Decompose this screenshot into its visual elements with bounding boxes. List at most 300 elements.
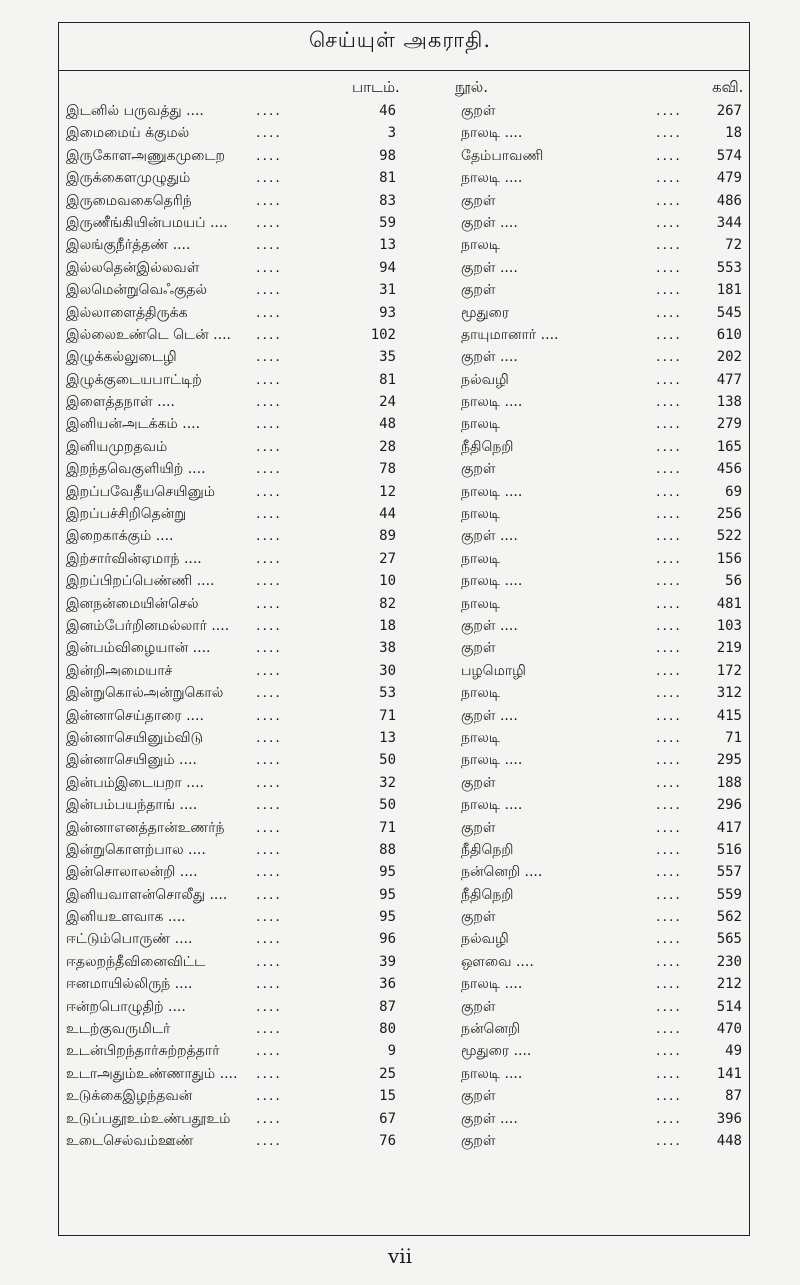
leader-dots: ....: [256, 371, 282, 388]
first-line-text: இனியவாளன்சொலீது ....: [66, 886, 228, 903]
pattam-number: 18: [379, 617, 396, 634]
table-row: [66, 772, 742, 794]
table-row: [66, 928, 742, 950]
kavi-number: 256: [716, 506, 742, 523]
first-line-text: இனம்பேர்றினமல்லார் ....: [66, 617, 230, 634]
leader-dots: ....: [656, 147, 682, 164]
first-line-text: இமைமைய் க்குமல்: [66, 125, 190, 142]
source-text: நாலடி: [461, 550, 501, 567]
leader-dots: ....: [256, 819, 282, 836]
leader-dots: ....: [656, 170, 682, 187]
first-line-text: இனநன்மையின்செல்: [66, 595, 199, 612]
pattam-number: 13: [379, 729, 396, 746]
table-row: [66, 906, 742, 928]
leader-dots: ....: [656, 259, 682, 276]
leader-dots: ....: [256, 953, 282, 970]
table-row: [66, 593, 742, 615]
leader-dots: ....: [256, 595, 282, 612]
leader-dots: ....: [256, 550, 282, 567]
leader-dots: ....: [256, 304, 282, 321]
first-line-text: இன்பம்பயந்தாங் ....: [66, 797, 198, 814]
leader-dots: ....: [256, 438, 282, 455]
first-line-text: இலமென்றுவெஃகுதல்: [66, 282, 208, 299]
pattam-number: 71: [379, 707, 396, 724]
leader-dots: ....: [256, 483, 282, 500]
table-row: [66, 481, 742, 503]
table-row: [66, 1018, 742, 1040]
source-text: நாலடி ....: [461, 752, 523, 769]
pattam-number: 3: [387, 125, 396, 142]
pattam-number: 93: [379, 304, 396, 321]
first-line-text: இளைத்தநாள் ....: [66, 394, 175, 411]
source-text: நாலடி: [461, 416, 501, 433]
kavi-number: 516: [716, 841, 742, 858]
table-row: [66, 749, 742, 771]
pattam-number: 98: [379, 147, 396, 164]
source-text: நாலடி ....: [461, 976, 523, 993]
leader-dots: ....: [656, 662, 682, 679]
kavi-number: 172: [716, 662, 742, 679]
first-line-text: இல்லதென்இல்லவள்: [66, 259, 200, 276]
first-line-text: இறந்தவெகுளியிற் ....: [66, 461, 206, 478]
column-header-pattam: பாடம்.: [352, 78, 400, 96]
first-line-text: இன்னாசெயினும்விடு: [66, 729, 204, 746]
first-line-text: இருமைவகைதெரிந்: [66, 192, 192, 209]
leader-dots: ....: [256, 729, 282, 746]
leader-dots: ....: [256, 214, 282, 231]
first-line-text: இல்லைஉண்டெ டென் ....: [66, 326, 231, 343]
first-line-text: இன்பம்இடையறா ....: [66, 774, 204, 791]
pattam-number: 12: [379, 483, 396, 500]
first-line-text: ஈன்றபொழுதிற் ....: [66, 998, 186, 1015]
kavi-number: 165: [716, 438, 742, 455]
kavi-number: 72: [725, 237, 742, 254]
source-text: குறள்: [461, 103, 496, 119]
leader-dots: ....: [656, 214, 682, 231]
first-line-text: இற்சார்வின்ஏமாந் ....: [66, 550, 202, 567]
source-text: நாலடி ....: [461, 573, 523, 590]
leader-dots: ....: [656, 707, 682, 724]
leader-dots: ....: [256, 797, 282, 814]
pattam-number: 32: [379, 774, 396, 791]
kavi-number: 103: [716, 617, 742, 634]
column-header-naal: நூல்.: [455, 78, 488, 96]
source-text: நாலடி: [461, 685, 501, 702]
source-text: நாலடி ....: [461, 125, 523, 142]
leader-dots: ....: [656, 416, 682, 433]
leader-dots: ....: [656, 1088, 682, 1105]
source-text: நாலடி: [461, 237, 501, 254]
table-row: [66, 839, 742, 861]
first-line-text: இழுக்குடையபாட்டிற்: [66, 371, 202, 388]
kavi-number: 562: [716, 909, 742, 926]
leader-dots: ....: [256, 326, 282, 343]
source-text: குறள்: [461, 640, 496, 657]
source-text: தேம்பாவணி: [461, 147, 544, 164]
column-header-kavi: கவி.: [712, 78, 744, 96]
leader-dots: ....: [656, 438, 682, 455]
leader-dots: ....: [656, 461, 682, 478]
kavi-number: 557: [716, 864, 742, 881]
pattam-number: 78: [379, 461, 396, 478]
source-text: குறள்: [461, 774, 496, 791]
source-text: நாலடி: [461, 506, 501, 523]
first-line-text: உடன்பிறந்தார்சுற்றத்தார்: [66, 1043, 220, 1060]
pattam-number: 95: [379, 886, 396, 903]
pattam-number: 59: [379, 214, 396, 231]
leader-dots: ....: [256, 170, 282, 187]
first-line-text: இனியஉளவாக ....: [66, 909, 186, 926]
leader-dots: ....: [656, 550, 682, 567]
first-line-text: இன்பம்விழையான் ....: [66, 640, 211, 657]
source-text: நல்வழி: [461, 371, 509, 388]
first-line-text: உடுக்கைஇழந்தவன்: [66, 1088, 193, 1105]
first-line-text: இருகோளஅணுகமுடைற: [66, 147, 226, 164]
leader-dots: ....: [256, 103, 282, 119]
leader-dots: ....: [256, 707, 282, 724]
pattam-number: 48: [379, 416, 396, 433]
pattam-number: 35: [379, 349, 396, 366]
source-text: நன்னெறி ....: [461, 864, 543, 881]
table-row: [66, 1108, 742, 1130]
first-line-text: இறப்பவேதீயசெயினும்: [66, 483, 215, 500]
first-line-text: இடனில் பருவத்து ....: [66, 103, 204, 119]
leader-dots: ....: [656, 685, 682, 702]
table-row: [66, 257, 742, 279]
source-text: ஔவை ....: [461, 953, 534, 970]
table-row: [66, 324, 742, 346]
kavi-number: 87: [725, 1088, 742, 1105]
leader-dots: ....: [656, 528, 682, 545]
pattam-number: 25: [379, 1065, 396, 1082]
leader-dots: ....: [656, 1065, 682, 1082]
source-text: குறள் ....: [461, 528, 518, 545]
first-line-text: இனியமுறதவம்: [66, 438, 168, 455]
leader-dots: ....: [256, 125, 282, 142]
table-row: [66, 436, 742, 458]
leader-dots: ....: [256, 640, 282, 657]
kavi-number: 396: [716, 1110, 742, 1127]
source-text: நாலடி: [461, 595, 501, 612]
table-row: [66, 727, 742, 749]
source-text: குறள் ....: [461, 617, 518, 634]
table-row: [66, 279, 742, 301]
table-row: [66, 637, 742, 659]
pattam-number: 81: [379, 371, 396, 388]
source-text: தாயுமானார் ....: [461, 326, 559, 343]
source-text: குறள் ....: [461, 1110, 518, 1127]
kavi-number: 565: [716, 931, 742, 948]
table-row: [66, 951, 742, 973]
leader-dots: ....: [256, 1065, 282, 1082]
source-text: நாலடி ....: [461, 394, 523, 411]
table-row: [66, 682, 742, 704]
leader-dots: ....: [256, 886, 282, 903]
table-row: [66, 100, 742, 122]
kavi-number: 574: [716, 147, 742, 164]
pattam-number: 50: [379, 752, 396, 769]
leader-dots: ....: [656, 864, 682, 881]
first-line-text: இறைகாக்கும் ....: [66, 528, 174, 545]
kavi-number: 267: [716, 103, 742, 119]
kavi-number: 553: [716, 259, 742, 276]
leader-dots: ....: [256, 461, 282, 478]
pattam-number: 15: [379, 1088, 396, 1105]
source-text: நாலடி: [461, 729, 501, 746]
kavi-number: 610: [716, 326, 742, 343]
kavi-number: 344: [716, 214, 742, 231]
leader-dots: ....: [656, 886, 682, 903]
leader-dots: ....: [656, 617, 682, 634]
first-line-text: இலங்குநீர்த்தண் ....: [66, 237, 191, 254]
leader-dots: ....: [656, 976, 682, 993]
leader-dots: ....: [256, 394, 282, 411]
kavi-number: 448: [716, 1132, 742, 1149]
leader-dots: ....: [256, 752, 282, 769]
table-row: [66, 1130, 742, 1152]
pattam-number: 44: [379, 506, 396, 523]
leader-dots: ....: [656, 953, 682, 970]
first-line-text: இன்றுகொல்அன்றுகொல்: [66, 685, 224, 702]
source-text: குறள் ....: [461, 707, 518, 724]
leader-dots: ....: [656, 931, 682, 948]
kavi-number: 181: [716, 282, 742, 299]
first-line-text: இன்னாசெய்தாரை ....: [66, 707, 204, 724]
leader-dots: ....: [656, 349, 682, 366]
source-text: குறள்: [461, 998, 496, 1015]
leader-dots: ....: [656, 394, 682, 411]
source-text: குறள்: [461, 909, 496, 926]
pattam-number: 24: [379, 394, 396, 411]
source-text: நன்னெறி: [461, 1021, 521, 1038]
leader-dots: ....: [656, 640, 682, 657]
source-text: நல்வழி: [461, 931, 509, 948]
first-line-text: இன்றுகொளற்பால ....: [66, 841, 206, 858]
title-rule: [58, 70, 750, 71]
leader-dots: ....: [656, 841, 682, 858]
leader-dots: ....: [656, 729, 682, 746]
table-row: [66, 145, 742, 167]
kavi-number: 202: [716, 349, 742, 366]
index-table: [66, 100, 742, 1152]
pattam-number: 46: [379, 103, 396, 119]
leader-dots: ....: [656, 1132, 682, 1149]
source-text: நாலடி ....: [461, 170, 523, 187]
leader-dots: ....: [656, 752, 682, 769]
leader-dots: ....: [656, 192, 682, 209]
leader-dots: ....: [656, 819, 682, 836]
first-line-text: உடைசெல்வம்ஊண்: [66, 1132, 194, 1149]
first-line-text: உடுப்பதூஉம்உண்பதூஉம்: [66, 1110, 231, 1127]
leader-dots: ....: [256, 662, 282, 679]
first-line-text: இருக்கைளமுழுதும்: [66, 170, 191, 187]
pattam-number: 88: [379, 841, 396, 858]
leader-dots: ....: [656, 1021, 682, 1038]
table-row: [66, 570, 742, 592]
source-text: நாலடி ....: [461, 483, 523, 500]
leader-dots: ....: [256, 685, 282, 702]
first-line-text: இனியன்அடக்கம் ....: [66, 416, 201, 433]
pattam-number: 102: [370, 326, 396, 343]
leader-dots: ....: [656, 326, 682, 343]
kavi-number: 296: [716, 797, 742, 814]
source-text: குறள் ....: [461, 214, 518, 231]
kavi-number: 230: [716, 953, 742, 970]
source-text: குறள்: [461, 819, 496, 836]
kavi-number: 312: [716, 685, 742, 702]
pattam-number: 10: [379, 573, 396, 590]
leader-dots: ....: [256, 1021, 282, 1038]
leader-dots: ....: [656, 506, 682, 523]
table-row: [66, 817, 742, 839]
pattam-number: 87: [379, 998, 396, 1015]
first-line-text: ஈதலறந்தீவினைவிட்ட: [66, 953, 206, 970]
table-row: [66, 794, 742, 816]
pattam-number: 83: [379, 192, 396, 209]
source-text: குறள்: [461, 1088, 496, 1105]
pattam-number: 27: [379, 550, 396, 567]
leader-dots: ....: [256, 774, 282, 791]
table-row: [66, 1085, 742, 1107]
leader-dots: ....: [256, 259, 282, 276]
first-line-text: உடற்குவருமிடர்: [66, 1021, 171, 1038]
leader-dots: ....: [656, 371, 682, 388]
kavi-number: 470: [716, 1021, 742, 1038]
table-row: [66, 1063, 742, 1085]
table-row: [66, 122, 742, 144]
kavi-number: 141: [716, 1065, 742, 1082]
kavi-number: 417: [716, 819, 742, 836]
leader-dots: ....: [656, 483, 682, 500]
kavi-number: 56: [725, 573, 742, 590]
pattam-number: 28: [379, 438, 396, 455]
pattam-number: 36: [379, 976, 396, 993]
source-text: பழமொழி: [461, 662, 526, 679]
source-text: குறள்: [461, 282, 496, 299]
first-line-text: இல்லாளைத்திருக்க: [66, 304, 188, 321]
kavi-number: 545: [716, 304, 742, 321]
leader-dots: ....: [656, 1043, 682, 1060]
source-text: குறள்: [461, 461, 496, 478]
pattam-number: 39: [379, 953, 396, 970]
source-text: குறள் ....: [461, 259, 518, 276]
pattam-number: 31: [379, 282, 396, 299]
source-text: குறள் ....: [461, 349, 518, 366]
table-row: [66, 190, 742, 212]
pattam-number: 82: [379, 595, 396, 612]
pattam-number: 96: [379, 931, 396, 948]
page-title: செய்யுள் அகராதி.: [308, 28, 492, 52]
leader-dots: ....: [256, 192, 282, 209]
leader-dots: ....: [256, 1043, 282, 1060]
pattam-number: 67: [379, 1110, 396, 1127]
first-line-text: இறப்பச்சிறிதென்று: [66, 506, 187, 523]
kavi-number: 522: [716, 528, 742, 545]
kavi-number: 486: [716, 192, 742, 209]
table-row: [66, 413, 742, 435]
kavi-number: 212: [716, 976, 742, 993]
leader-dots: ....: [256, 1110, 282, 1127]
table-row: [66, 705, 742, 727]
leader-dots: ....: [656, 774, 682, 791]
kavi-number: 279: [716, 416, 742, 433]
table-row: [66, 391, 742, 413]
first-line-text: இழுக்கல்லுடைழி: [66, 349, 177, 366]
table-row: [66, 302, 742, 324]
leader-dots: ....: [256, 841, 282, 858]
table-row: [66, 861, 742, 883]
leader-dots: ....: [256, 931, 282, 948]
pattam-number: 81: [379, 170, 396, 187]
leader-dots: ....: [256, 1088, 282, 1105]
leader-dots: ....: [256, 528, 282, 545]
table-row: [66, 615, 742, 637]
pattam-number: 94: [379, 259, 396, 276]
table-row: [66, 1040, 742, 1062]
table-row: [66, 346, 742, 368]
pattam-number: 95: [379, 864, 396, 881]
table-row: [66, 548, 742, 570]
source-text: மூதுரை ....: [461, 1043, 532, 1060]
kavi-number: 415: [716, 707, 742, 724]
leader-dots: ....: [256, 864, 282, 881]
pattam-number: 50: [379, 797, 396, 814]
kavi-number: 456: [716, 461, 742, 478]
leader-dots: ....: [256, 349, 282, 366]
leader-dots: ....: [256, 1132, 282, 1149]
kavi-number: 188: [716, 774, 742, 791]
table-row: [66, 234, 742, 256]
leader-dots: ....: [656, 125, 682, 142]
pattam-number: 71: [379, 819, 396, 836]
leader-dots: ....: [656, 1110, 682, 1127]
kavi-number: 49: [725, 1043, 742, 1060]
pattam-number: 13: [379, 237, 396, 254]
leader-dots: ....: [656, 237, 682, 254]
table-row: [66, 503, 742, 525]
leader-dots: ....: [256, 416, 282, 433]
leader-dots: ....: [656, 103, 682, 119]
pattam-number: 9: [387, 1043, 396, 1060]
leader-dots: ....: [256, 237, 282, 254]
leader-dots: ....: [256, 909, 282, 926]
first-line-text: இன்னாஎனத்தான்உணர்ந்: [66, 819, 225, 836]
first-line-text: இறப்பிறப்பெண்ணி ....: [66, 573, 215, 590]
leader-dots: ....: [656, 595, 682, 612]
kavi-number: 559: [716, 886, 742, 903]
pattam-number: 76: [379, 1132, 396, 1149]
leader-dots: ....: [656, 797, 682, 814]
source-text: நீதிநெறி: [461, 841, 514, 858]
pattam-number: 80: [379, 1021, 396, 1038]
kavi-number: 156: [716, 550, 742, 567]
table-row: [66, 660, 742, 682]
leader-dots: ....: [656, 573, 682, 590]
first-line-text: இன்சொலாலன்றி ....: [66, 864, 198, 881]
first-line-text: இன்றிஅமையாச்: [66, 662, 173, 679]
leader-dots: ....: [656, 282, 682, 299]
pattam-number: 89: [379, 528, 396, 545]
leader-dots: ....: [256, 282, 282, 299]
leader-dots: ....: [256, 147, 282, 164]
source-text: குறள்: [461, 1132, 496, 1149]
table-row: [66, 458, 742, 480]
first-line-text: ஈனமாயில்லிருந் ....: [66, 976, 193, 993]
kavi-number: 481: [716, 595, 742, 612]
source-text: நாலடி ....: [461, 797, 523, 814]
leader-dots: ....: [256, 976, 282, 993]
table-row: [66, 973, 742, 995]
